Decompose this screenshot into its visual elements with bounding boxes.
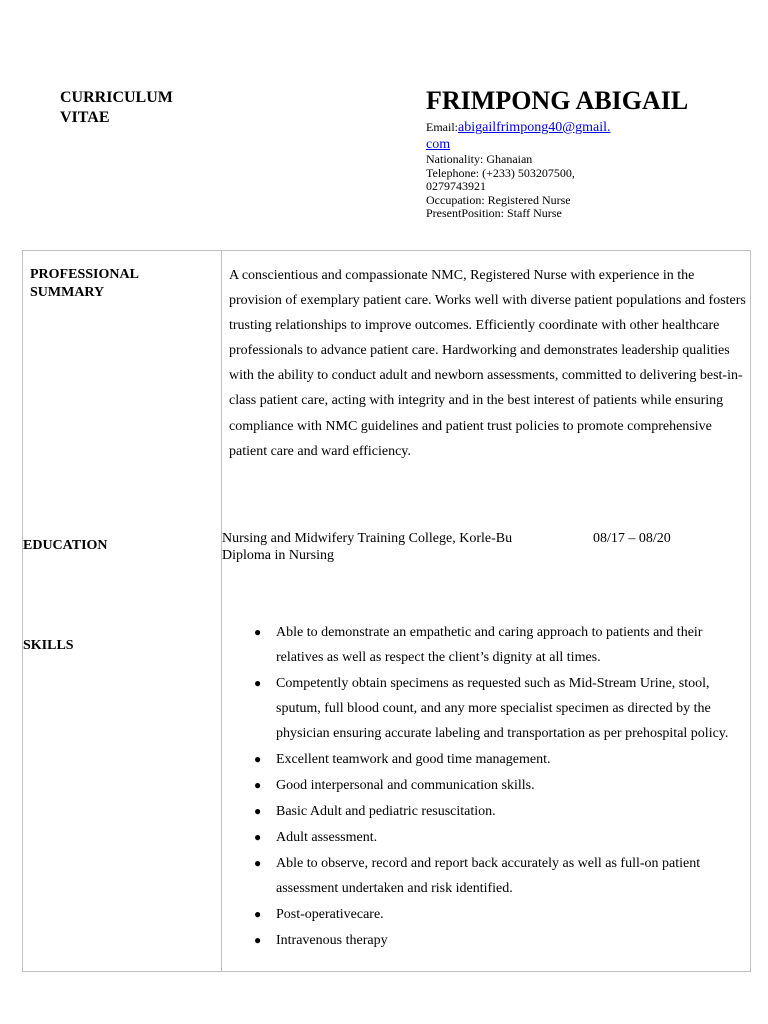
- email-link[interactable]: abigailfrimpong40@gmail.com: [426, 120, 611, 152]
- skill-text: Basic Adult and pediatric resuscitation.: [276, 804, 496, 819]
- education-entry: [222, 530, 742, 564]
- bullet-icon: ●: [254, 804, 262, 818]
- skills-heading: SKILLS: [23, 638, 74, 653]
- education-heading: EDUCATION: [23, 538, 108, 553]
- summary-text: A conscientious and compassionate NMC, Registered Nurse with experience in the provision of exemplary patient care. Works well with diverse patient populations and fosters trusting relationships to improve outcomes. Efficiently coordinate with other healthcare professionals to advance patient care. Hardworking and demonstrates leadership qualities with the ability to conduct adult and newborn assessments, committed to delivering best-in-class patient care, acting with integrity and in the best interest of patients while ensuring compliance with NMC guidelines and patient trust policies to promote comprehensive patient care and ward efficiency.: [229, 268, 746, 459]
- occupation: Occupation: Registered Nurse: [426, 192, 571, 207]
- bullet-icon: ●: [254, 856, 262, 870]
- contact-header: [426, 86, 689, 221]
- list-item: [254, 773, 746, 798]
- skill-text: Post-operativecare.: [276, 907, 384, 922]
- present-position: PresentPosition: Staff Nurse: [426, 206, 562, 221]
- education-dates: 08/17 – 08/20: [593, 531, 671, 546]
- email-row: [426, 119, 616, 153]
- applicant-name: FRIMPONG ABIGAIL: [426, 86, 689, 115]
- summary-heading-line2: SUMMARY: [30, 285, 105, 300]
- list-item: [254, 747, 746, 772]
- education-school-row: [222, 530, 742, 547]
- bullet-icon: ●: [254, 676, 262, 690]
- education-school: Nursing and Midwifery Training College, Korle-Bu: [222, 531, 513, 546]
- bullet-icon: ●: [254, 625, 262, 639]
- nationality: Nationality: Ghanaian: [426, 152, 533, 166]
- cv-title-line2: VITAE: [60, 109, 110, 126]
- skills-list: [254, 620, 746, 954]
- skill-text: Able to demonstrate an empathetic and caring approach to patients and their relatives as well as respect the client’s dignity at all times.: [276, 625, 703, 665]
- list-item: [254, 851, 746, 901]
- skill-text: Excellent teamwork and good time management.: [276, 752, 551, 767]
- cv-title: [60, 88, 173, 128]
- list-item: [254, 620, 746, 670]
- skill-text: Intravenous therapy: [276, 933, 388, 948]
- list-item: [254, 902, 746, 927]
- column-divider: [221, 250, 222, 972]
- cv-title-line1: CURRICULUM: [60, 89, 173, 106]
- list-item: [254, 928, 746, 953]
- telephone: Telephone: (+233) 503207500, 0279743921: [426, 165, 575, 194]
- education-degree: Diploma in Nursing: [222, 548, 334, 563]
- list-item: [254, 671, 746, 746]
- skill-text: Competently obtain specimens as requested such as Mid-Stream Urine, stool, sputum, full blood count, and any more specialist specimen as directed by the physician ensuring accurate labeling and transportation as per prehospital policy.: [276, 676, 729, 741]
- bullet-icon: ●: [254, 933, 262, 947]
- skill-text: Good interpersonal and communication skills.: [276, 778, 535, 793]
- email-label: Email:: [426, 120, 458, 134]
- bullet-icon: ●: [254, 752, 262, 766]
- bullet-icon: ●: [254, 830, 262, 844]
- list-item: [254, 799, 746, 824]
- skill-text: Able to observe, record and report back accurately as well as full-on patient assessment undertaken and risk identified.: [276, 856, 701, 896]
- list-item: [254, 825, 746, 850]
- bullet-icon: ●: [254, 778, 262, 792]
- bullet-icon: ●: [254, 907, 262, 921]
- skill-text: Adult assessment.: [276, 830, 378, 845]
- summary-heading-line1: PROFESSIONAL: [30, 267, 139, 282]
- summary-heading: [30, 266, 139, 302]
